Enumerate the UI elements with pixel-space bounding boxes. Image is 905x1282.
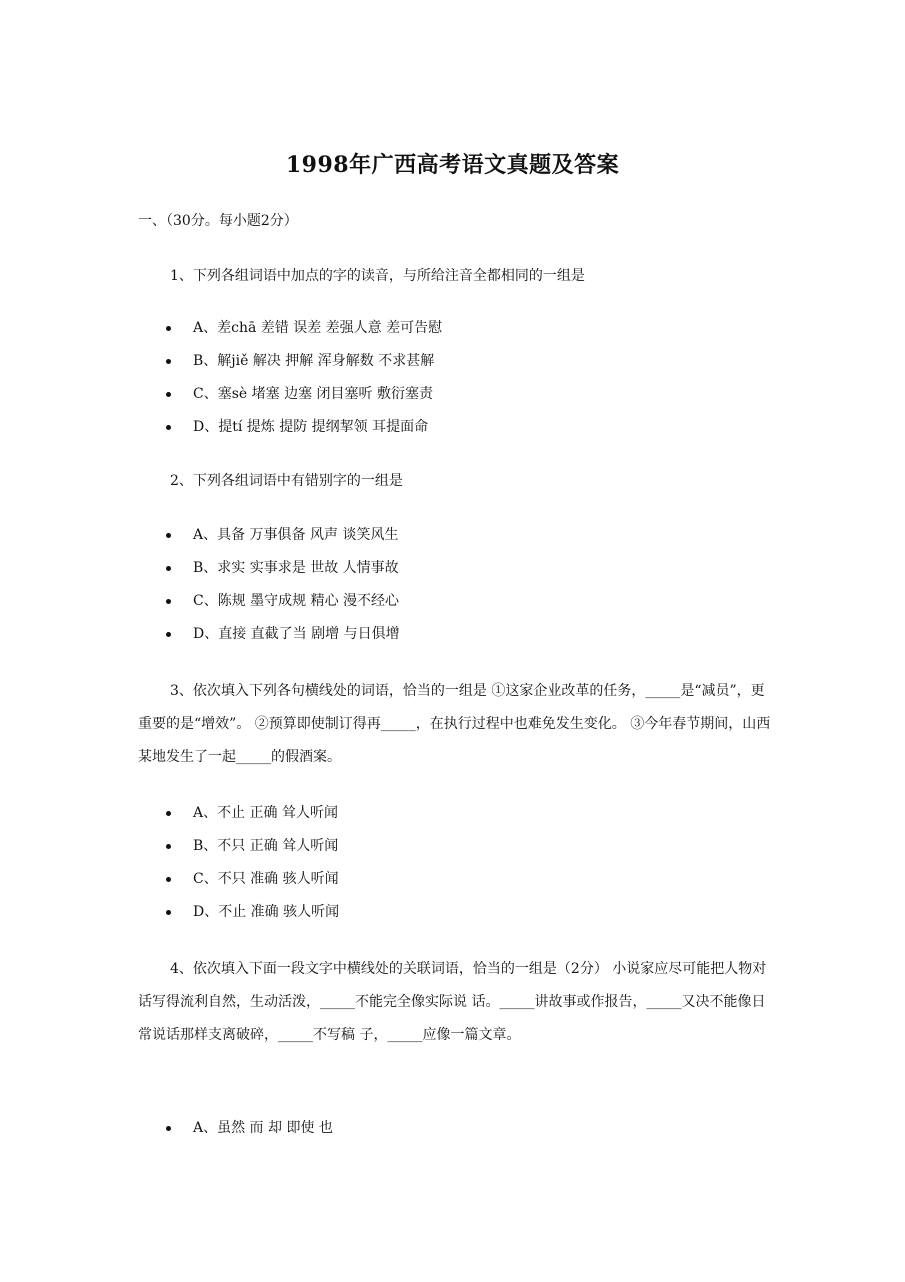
question-3-options bbox=[163, 797, 339, 929]
question-3-stem: 3、依次填入下列各句横线处的词语，恰当的一组是 ①这家企业改革的任务，_____是“减员”，更重要的是“增效”。 ②预算即使制订得再_____，在执行过程中也难免发生变化。 ③今年春节期间，山西某地发生了一起_____的假酒案。 bbox=[138, 683, 771, 765]
question-4-stem: 4、依次填入下面一段文字中横线处的关联词语，恰当的一组是（2分） 小说家应尽可能把人物对话写得流利自然，生动活泼，_____不能完全像实际说 话。_____讲故事或作报告，_____又决不能像日常说话那样支离破碎，_____不写稿 子，_____应像一篇文章。 bbox=[138, 961, 767, 1043]
question-4-options bbox=[163, 1112, 333, 1145]
question-3-option-c: C、不只 准确 骇人听闻 bbox=[163, 863, 339, 896]
question-1-option-b: B、解jiě 解决 押解 浑身解数 不求甚解 bbox=[163, 345, 442, 378]
question-1-option-a: A、差chā 差错 误差 差强人意 差可告慰 bbox=[163, 312, 442, 345]
question-2-option-d: D、直接 直截了当 剧增 与日俱增 bbox=[163, 618, 400, 651]
question-1-option-d: D、提tí 提炼 提防 提纲挈领 耳提面命 bbox=[163, 411, 442, 444]
question-2-option-c: C、陈规 墨守成规 精心 漫不经心 bbox=[163, 585, 400, 618]
question-2-stem: 2、下列各组词语中有错别字的一组是 bbox=[170, 473, 403, 489]
question-1-options bbox=[163, 312, 442, 444]
question-4-option-a: A、虽然 而 却 即使 也 bbox=[163, 1112, 333, 1145]
document-title: 1998年广西高考语文真题及答案 bbox=[285, 152, 620, 178]
question-1-stem: 1、下列各组词语中加点的字的读音，与所给注音全都相同的一组是 bbox=[170, 268, 585, 284]
question-2-option-a: A、具备 万事俱备 风声 谈笑风生 bbox=[163, 519, 400, 552]
question-2-options bbox=[163, 519, 400, 651]
question-1-option-c: C、塞sè 堵塞 边塞 闭目塞听 敷衍塞责 bbox=[163, 378, 442, 411]
question-2-option-b: B、求实 实事求是 世故 人情事故 bbox=[163, 552, 400, 585]
question-3-option-a: A、不止 正确 耸人听闻 bbox=[163, 797, 339, 830]
question-3-option-b: B、不只 正确 耸人听闻 bbox=[163, 830, 339, 863]
section-header: 一、（30分。每小题2分） bbox=[138, 213, 298, 229]
question-3-option-d: D、不止 准确 骇人听闻 bbox=[163, 896, 339, 929]
